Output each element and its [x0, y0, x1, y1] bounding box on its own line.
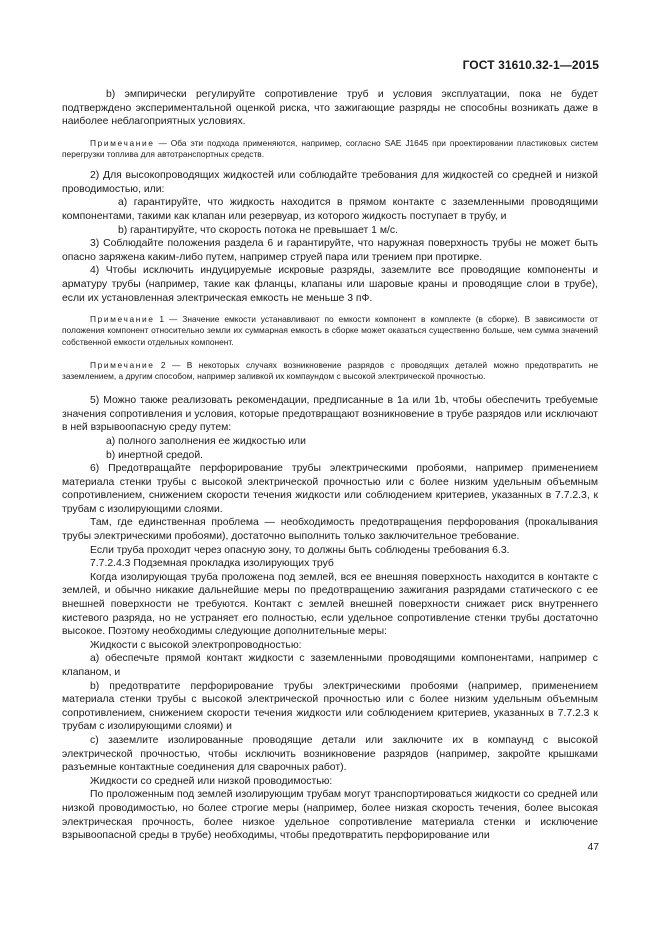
spacer [62, 382, 598, 394]
note-label: Примечание [90, 137, 155, 148]
body-paragraph: Когда изолирующая труба проложена под землей, вся ее внешняя поверхность находится в контакте с землей, и обычно никакие дальнейшие меры по предотвращению зажигания разрядами статического с ее внешней поверхности не требуются. Контакт с землей внешней поверхности снижает риск внутреннего кистевого разряда, но не устраняет его полностью, если удельное сопротивление стенки трубы достаточно высокое. Поэтому необходимы следующие дополнительные меры: [62, 571, 598, 638]
note-paragraph [62, 314, 598, 348]
page-body [62, 88, 598, 843]
note-text: 1 — Значение емкости устанавливают по емкости компонент в комплекте (в сборке). В зависимости от положения компонент относительно земли их суммарная емкость в сборке может оказаться существенно больше, чем сумма значений собственной емкости отдельных компонент. [62, 314, 598, 347]
note-label: Примечание [90, 359, 155, 370]
body-paragraph: 7.7.2.4.3 Подземная прокладка изолирующих труб [90, 558, 334, 570]
note-paragraph [62, 360, 598, 382]
body-paragraph: с) заземлите изолированные проводящие детали или заключите их в компаунд с высокой электрической прочностью, чтобы исключить возникновение разрядов (например, закройте крышками разъемные контактные соединения для сварочных работ). [62, 734, 598, 774]
note-paragraph [62, 138, 598, 160]
note-text: — Оба эти подхода применяются, например, согласно SAE J1645 при проектировании пластиковых систем перегрузки топлива для автотранспортных средств. [62, 137, 598, 159]
spacer [62, 160, 598, 169]
body-paragraph: Жидкости с высокой электропроводностью: [90, 639, 302, 651]
body-paragraph: 6) Предотвращайте перфорирование трубы электрическими пробоями, например применением материала стенки трубы с высокой электрической прочностью или с более низким удельным объемным сопротивлением, снижением скорости течения жидкости или соблюдением критериев, указанных в 7.7.2.3, к трубам с изолирующими слоями. [62, 463, 598, 515]
page-number: 47 [587, 842, 599, 853]
body-paragraph: b) гарантируйте, что скорость потока не превышает 1 м/с. [118, 224, 398, 236]
body-paragraph: b) предотвратите перфорирование трубы электрическими пробоями (например, применением материала стенки трубы с высокой электрической прочностью или с более низким удельным объемным сопротивлением, снижением скорости течения жидкости или соблюдением критериев, указанных в 7.7.2.3 к трубам с изолирующими слоями) и [62, 680, 598, 733]
body-paragraph: 5) Можно также реализовать рекомендации, предписанные в 1а или 1b, чтобы обеспечить требуемые значения сопротивления и условия, которые предотвращают возникновение в трубе разрядов или исключают в ней взрывоопасную среду путем: [62, 395, 599, 434]
body-paragraph: Если труба проходит через опасную зону, то должны быть соблюдены требования 6.3. [90, 544, 510, 556]
body-paragraph: b) инертной средой. [106, 449, 204, 461]
body-paragraph: Жидкости со средней или низкой проводимостью: [90, 775, 333, 787]
standard-designation: ГОСТ 31610.32-1—2015 [462, 58, 599, 72]
note-text: 2 — В некоторых случаях возникновение разрядов с проводящих деталей можно предотвратить не заземлением, а другим способом, например заливкой их компаундом с высокой электрической прочностью. [62, 359, 598, 381]
body-paragraph: 2) Для высокопроводящих жидкостей или соблюдайте требования для жидкостей со средней и низкой проводимостью, или: [62, 170, 598, 195]
body-paragraph: 3) Соблюдайте положения раздела 6 и гарантируйте, что наружная поверхность трубы не может быть опасно заряжена каким-либо путем, например струей пара или трением при протирке. [62, 238, 598, 263]
spacer [62, 348, 598, 360]
body-paragraph: а) гарантируйте, что жидкость находится в прямом контакте с заземленными проводящими компонентами, такими как клапан или резервуар, из которого жидкость поступает в трубу, и [62, 197, 598, 222]
body-paragraph: 4) Чтобы исключить индуцируемые искровые разряды, заземлите все проводящие компоненты и арматуру трубы (например, такие как фланцы, клапаны или шаровые краны и проводящие слои в трубе), если их установленная электрическая емкость не меньше 3 пФ. [62, 265, 598, 304]
body-paragraph: b) эмпирически регулируйте сопротивление труб и условия эксплуатации, пока не будет подтверждено экспериментальной оценкой риска, что зажигающие разряды не способны возникать даже в наиболее неблагоприятных условиях. [62, 89, 598, 128]
spacer [62, 129, 598, 138]
spacer [62, 305, 598, 314]
body-paragraph: а) обеспечьте прямой контакт жидкости с заземленными проводящими компонентами, например с клапаном, и [62, 653, 598, 679]
note-label: Примечание [90, 314, 155, 325]
body-paragraph: а) полного заполнения ее жидкостью или [106, 435, 306, 447]
body-paragraph: Там, где единственная проблема — необходимость предотвращения перфорования (прокалывания трубы электрическими пробоями), достаточно выполнить только заключительное требование. [62, 517, 598, 543]
body-paragraph: По проложенным под землей изолирующим трубам могут транспортироваться жидкости со средней или низкой проводимостью, но более строгие меры (например, более низкая скорость течения, более высокая электрическая прочность, более низкое удельное сопротивление материала стенки и исключение взрывоопасной среды в трубе) необходимы, чтобы предотвратить перфорирование или [62, 789, 598, 842]
